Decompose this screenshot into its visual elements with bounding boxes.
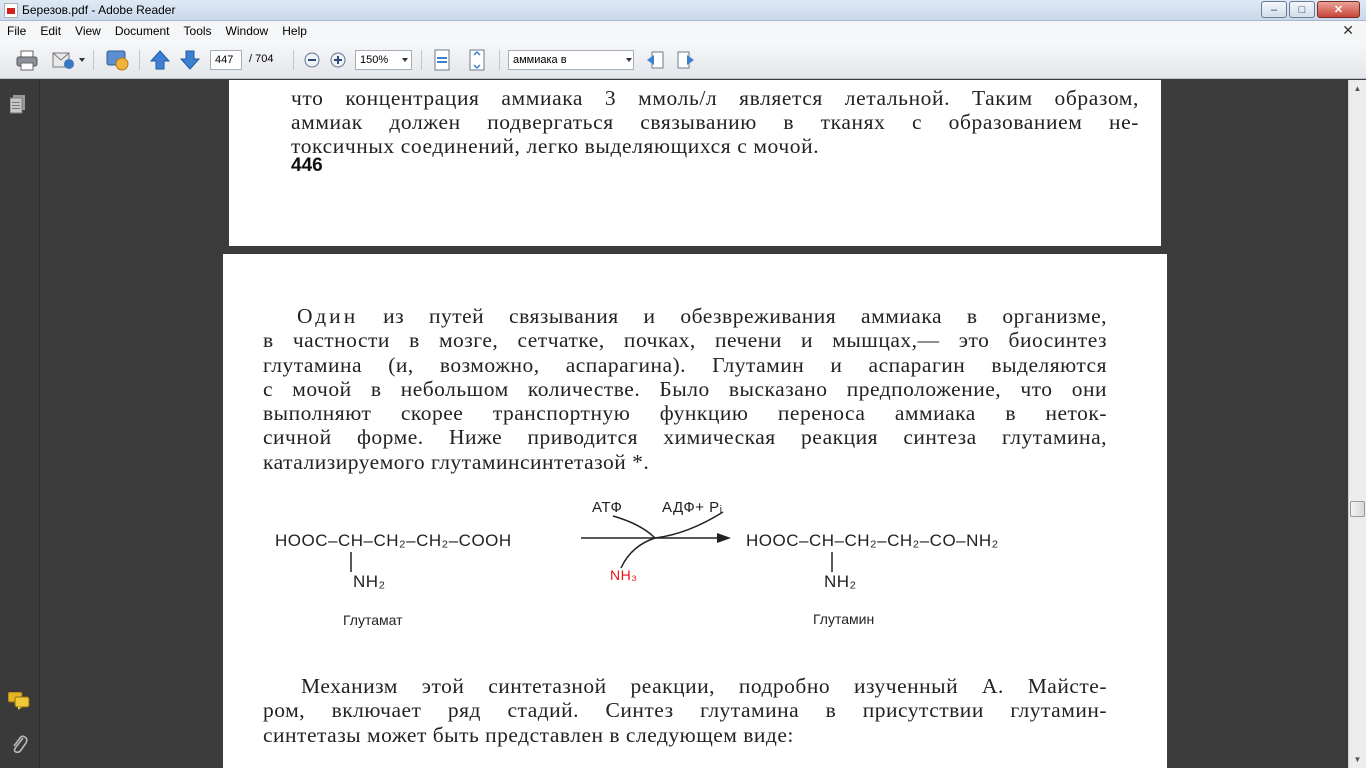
reaction-arrows	[223, 254, 1167, 654]
pdf-app-icon	[4, 3, 18, 18]
fit-page-icon	[467, 49, 487, 71]
menu-window[interactable]: Window	[225, 24, 269, 38]
menu-edit[interactable]: Edit	[40, 24, 62, 38]
fit-width-button[interactable]	[431, 49, 453, 71]
next-page-button[interactable]	[178, 49, 202, 71]
toolbar	[0, 41, 1366, 79]
vertical-scrollbar[interactable]	[1348, 80, 1366, 768]
text-line: катализируемого глутаминсинтетазой *.	[263, 449, 650, 474]
find-next-icon	[676, 50, 696, 70]
pdf-page-446	[229, 80, 1161, 246]
zoom-in-button[interactable]	[329, 49, 347, 71]
arrow-up-icon	[149, 49, 171, 71]
minimize-button[interactable]: –	[1261, 1, 1287, 18]
zoom-out-button[interactable]	[303, 49, 321, 71]
print-button[interactable]	[14, 49, 40, 71]
text-line: ром, включает ряд стадий. Синтез глутамина в присутствии глутамин-	[263, 698, 1107, 723]
text-line: что концентрация аммиака 3 ммоль/л является летальной. Таким образом,	[291, 86, 1139, 110]
adp-label: АДФ+ Pᵢ	[662, 499, 723, 516]
text-line: аммиак должен подвергаться связыванию в тканях с образованием не-	[291, 110, 1139, 134]
find-previous-icon	[645, 50, 665, 70]
menu-help[interactable]: Help	[282, 24, 307, 38]
glutamate-label: Глутамат	[343, 612, 403, 628]
glutamine-label: Глутамин	[813, 611, 875, 627]
text-line: токсичных соединений, легко выделяющихся с мочой.	[291, 134, 820, 158]
page-number: 446	[291, 155, 323, 176]
fit-page-button[interactable]	[466, 49, 488, 71]
nh3-label: NH₃	[610, 567, 638, 583]
glutamine-formula: HOOC–CH–CH₂–CH₂–CO–NH₂	[746, 531, 999, 550]
reaction-scheme	[223, 254, 1167, 654]
find-previous-button[interactable]	[644, 49, 666, 71]
printer-icon	[15, 49, 39, 71]
emphasized-word: Один	[297, 304, 359, 328]
document-view[interactable]	[41, 80, 1348, 768]
navigation-pane	[0, 80, 40, 768]
arrow-down-icon	[179, 49, 201, 71]
collaborate-icon	[104, 48, 130, 72]
text-line: в частности в мозге, сетчатке, почках, печени и мышцах,— это биосинтез	[263, 328, 1107, 353]
text-line: глутамина (и, возможно, аспарагина). Глутамин и аспарагин выделяются	[263, 352, 1107, 377]
window-title: Березов.pdf - Adobe Reader	[22, 3, 176, 17]
zoom-level-select[interactable]: 150%	[355, 50, 412, 70]
text-line: сичной форме. Ниже приводится химическая реакция синтеза глутамина,	[263, 425, 1107, 450]
close-button[interactable]: ✕	[1317, 1, 1360, 18]
glutamine-amine: NH₂	[824, 572, 857, 591]
menu-bar	[0, 21, 1366, 41]
scroll-up-icon[interactable]: ▲	[1353, 84, 1362, 93]
paragraph	[263, 674, 1107, 747]
share-button[interactable]	[50, 49, 76, 71]
find-input[interactable]: аммиака в	[508, 50, 634, 70]
scroll-down-icon[interactable]: ▼	[1353, 755, 1362, 764]
document-close-button[interactable]: ✕	[1342, 22, 1354, 38]
zoom-in-icon	[330, 52, 346, 68]
scroll-thumb[interactable]	[1350, 501, 1365, 517]
menu-document[interactable]: Document	[114, 24, 170, 38]
find-next-button[interactable]	[675, 49, 697, 71]
text-line: выполняют скорее транспортную функцию переноса аммиака в неток-	[263, 401, 1107, 426]
share-dropdown-icon[interactable]	[79, 58, 85, 62]
comment-icon[interactable]	[8, 692, 30, 710]
scrolling-mode-icon	[432, 49, 452, 71]
menu-view[interactable]: View	[75, 24, 101, 38]
menu-tools[interactable]: Tools	[183, 24, 212, 38]
text-line: Один из путей связывания и обезвреживания аммиака в организме,	[297, 304, 1107, 328]
zoom-dropdown-icon[interactable]	[402, 58, 408, 62]
glutamate-formula: HOOC–CH–CH₂–CH₂–COOH	[275, 531, 512, 550]
title-bar	[0, 0, 1366, 21]
pdf-page-447	[223, 254, 1167, 768]
collaborate-button[interactable]	[103, 49, 131, 71]
find-dropdown-icon[interactable]	[626, 58, 632, 62]
text-line: Механизм этой синтетазной реакции, подробно изученный А. Майсте-	[301, 674, 1107, 698]
text-line: с мочой в небольшом количестве. Было высказано предположение, что они	[263, 376, 1107, 401]
glutamate-amine: NH₂	[353, 572, 386, 591]
menu-file[interactable]: File	[7, 24, 27, 38]
paperclip-icon[interactable]	[10, 733, 28, 755]
previous-page-button[interactable]	[148, 49, 172, 71]
pages-icon[interactable]	[10, 95, 26, 114]
text-line: синтетазы может быть представлен в следующем виде:	[263, 722, 794, 747]
maximize-button[interactable]: □	[1289, 1, 1315, 18]
envelope-share-icon	[51, 49, 75, 71]
page-446-text	[291, 86, 1139, 158]
zoom-out-icon	[304, 52, 320, 68]
page-number-input[interactable]: 447	[210, 50, 242, 70]
window-controls	[1261, 1, 1360, 18]
atp-label: АТФ	[592, 499, 623, 516]
total-pages-label: / 704	[249, 53, 274, 65]
